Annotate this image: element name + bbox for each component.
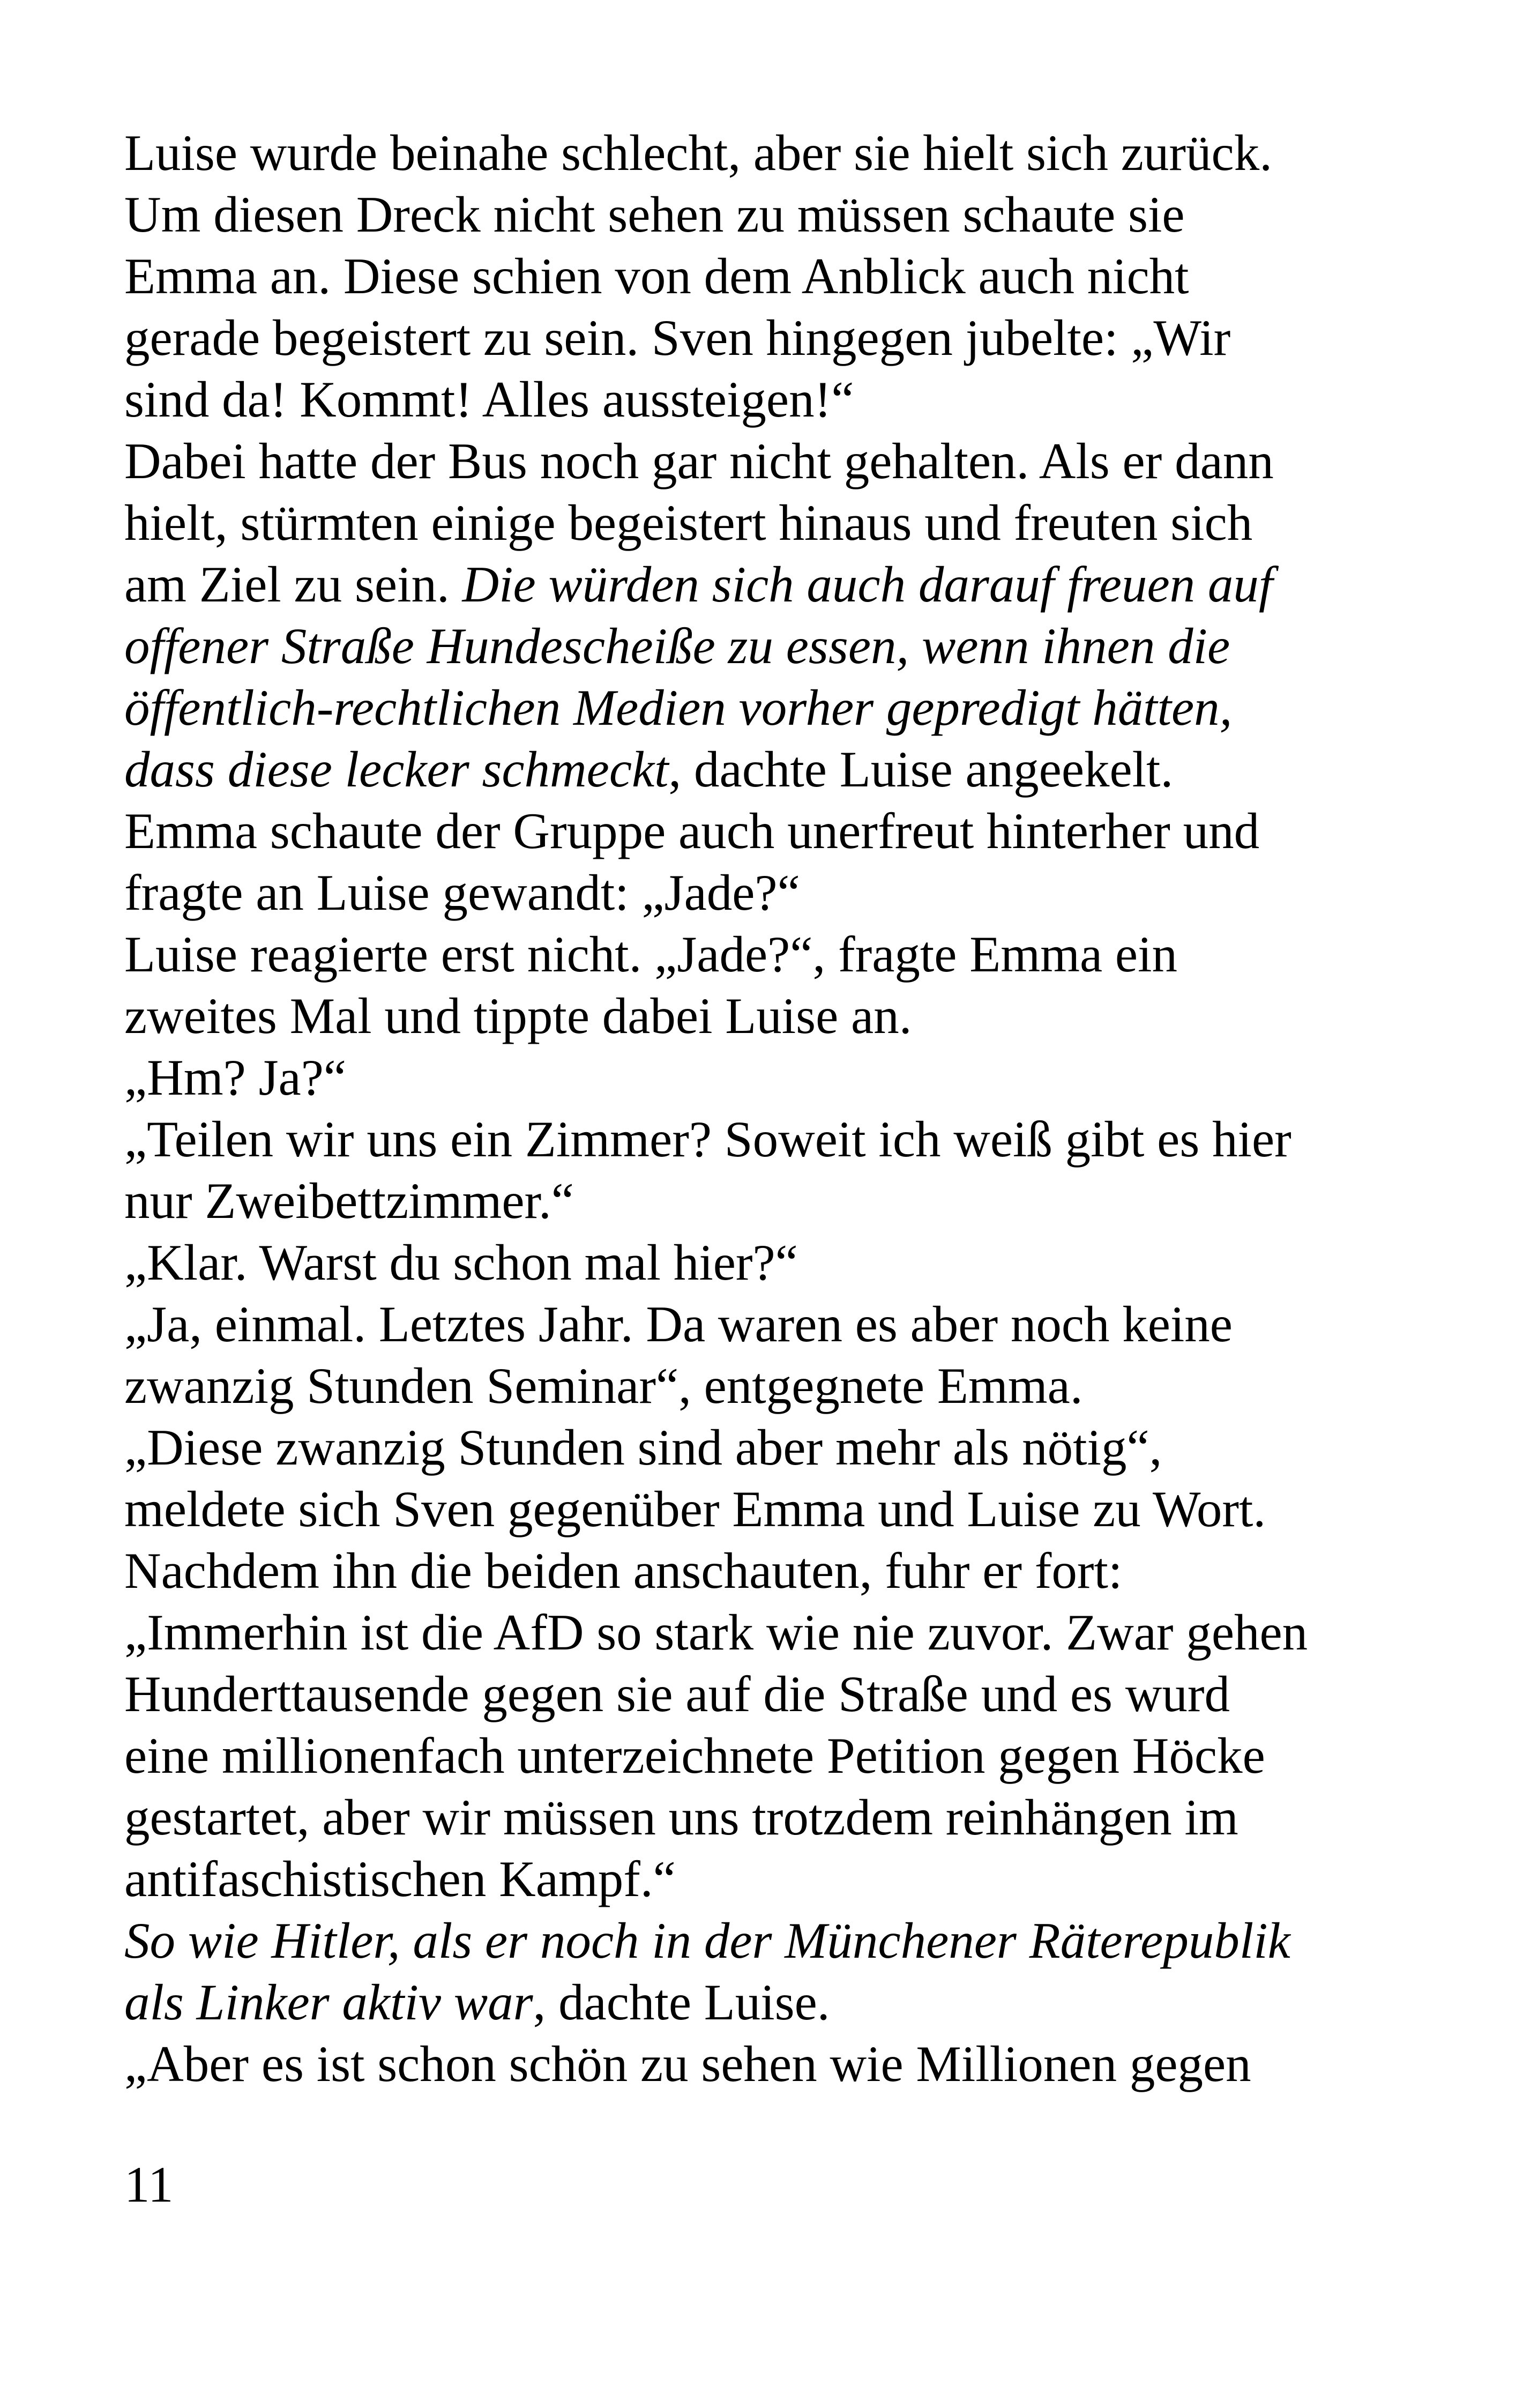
- text-line: „Diese zwanzig Stunden sind aber mehr als nötig“,: [124, 1419, 1162, 1476]
- text-segment: , dachte Luise angeekelt.: [668, 741, 1174, 798]
- text-line: „Hm? Ja?“: [124, 1049, 347, 1106]
- italic-thought: offener Straße Hundescheiße zu essen, wenn ihnen die: [124, 618, 1230, 674]
- text-line: Um diesen Dreck nicht sehen zu müssen schaute sie: [124, 186, 1185, 243]
- text-line: [124, 615, 1432, 677]
- italic-thought: So wie Hitler, als er noch in der Münchener Räterepublik: [124, 1912, 1290, 1969]
- body-text: [124, 122, 1432, 2095]
- text-line: gerade begeistert zu sein. Sven hingegen jubelte: „Wir: [124, 309, 1231, 366]
- text-line: [124, 739, 1432, 800]
- text-line: hielt, stürmten einige begeistert hinaus und freuten sich: [124, 494, 1253, 551]
- text-line: Emma an. Diese schien von dem Anblick auch nicht: [124, 248, 1189, 304]
- italic-thought: Die würden sich auch darauf freuen auf: [462, 556, 1273, 613]
- text-segment: am Ziel zu sein.: [124, 556, 462, 613]
- text-line: Dabei hatte der Bus noch gar nicht gehalten. Als er dann: [124, 433, 1274, 489]
- text-line: [124, 554, 1432, 615]
- text-line: nur Zweibettzimmer.“: [124, 1172, 574, 1229]
- page-number: 11: [124, 2156, 174, 2213]
- text-line: [124, 1972, 1432, 2033]
- text-line: „Teilen wir uns ein Zimmer? Soweit ich weiß gibt es hier: [124, 1111, 1291, 1168]
- text-line: meldete sich Sven gegenüber Emma und Luise zu Wort.: [124, 1481, 1266, 1537]
- text-line: [124, 1910, 1432, 1972]
- text-line: „Klar. Warst du schon mal hier?“: [124, 1234, 798, 1291]
- italic-thought: als Linker aktiv war: [124, 1974, 533, 2031]
- text-line: Nachdem ihn die beiden anschauten, fuhr er fort:: [124, 1542, 1123, 1599]
- text-line: gestartet, aber wir müssen uns trotzdem reinhängen im: [124, 1789, 1238, 1846]
- text-line: Hunderttausende gegen sie auf die Straße und es wurd: [124, 1666, 1230, 1722]
- text-line: „Ja, einmal. Letztes Jahr. Da waren es aber noch keine: [124, 1296, 1233, 1352]
- text-line: antifaschistischen Kampf.“: [124, 1850, 676, 1907]
- text-line: „Immerhin ist die AfD so stark wie nie zuvor. Zwar gehen: [124, 1604, 1308, 1661]
- text-line: Luise wurde beinahe schlecht, aber sie hielt sich zurück.: [124, 124, 1272, 181]
- text-line: Emma schaute der Gruppe auch unerfreut hinterher und: [124, 802, 1260, 859]
- text-line: sind da! Kommt! Alles aussteigen!“: [124, 371, 854, 428]
- text-line: eine millionenfach unterzeichnete Petition gegen Höcke: [124, 1727, 1265, 1784]
- text-line: zwanzig Stunden Seminar“, entgegnete Emma.: [124, 1357, 1083, 1414]
- italic-thought: öffentlich-rechtlichen Medien vorher gepredigt hätten,: [124, 679, 1233, 736]
- text-line: zweites Mal und tippte dabei Luise an.: [124, 987, 912, 1044]
- italic-thought: dass diese lecker schmeckt: [124, 741, 669, 798]
- text-segment: , dachte Luise.: [533, 1974, 830, 2031]
- text-line: Luise reagierte erst nicht. „Jade?“, fragte Emma ein: [124, 926, 1177, 983]
- text-line: fragte an Luise gewandt: „Jade?“: [124, 864, 800, 921]
- text-line: [124, 677, 1432, 739]
- text-line: „Aber es ist schon schön zu sehen wie Millionen gegen: [124, 2035, 1251, 2092]
